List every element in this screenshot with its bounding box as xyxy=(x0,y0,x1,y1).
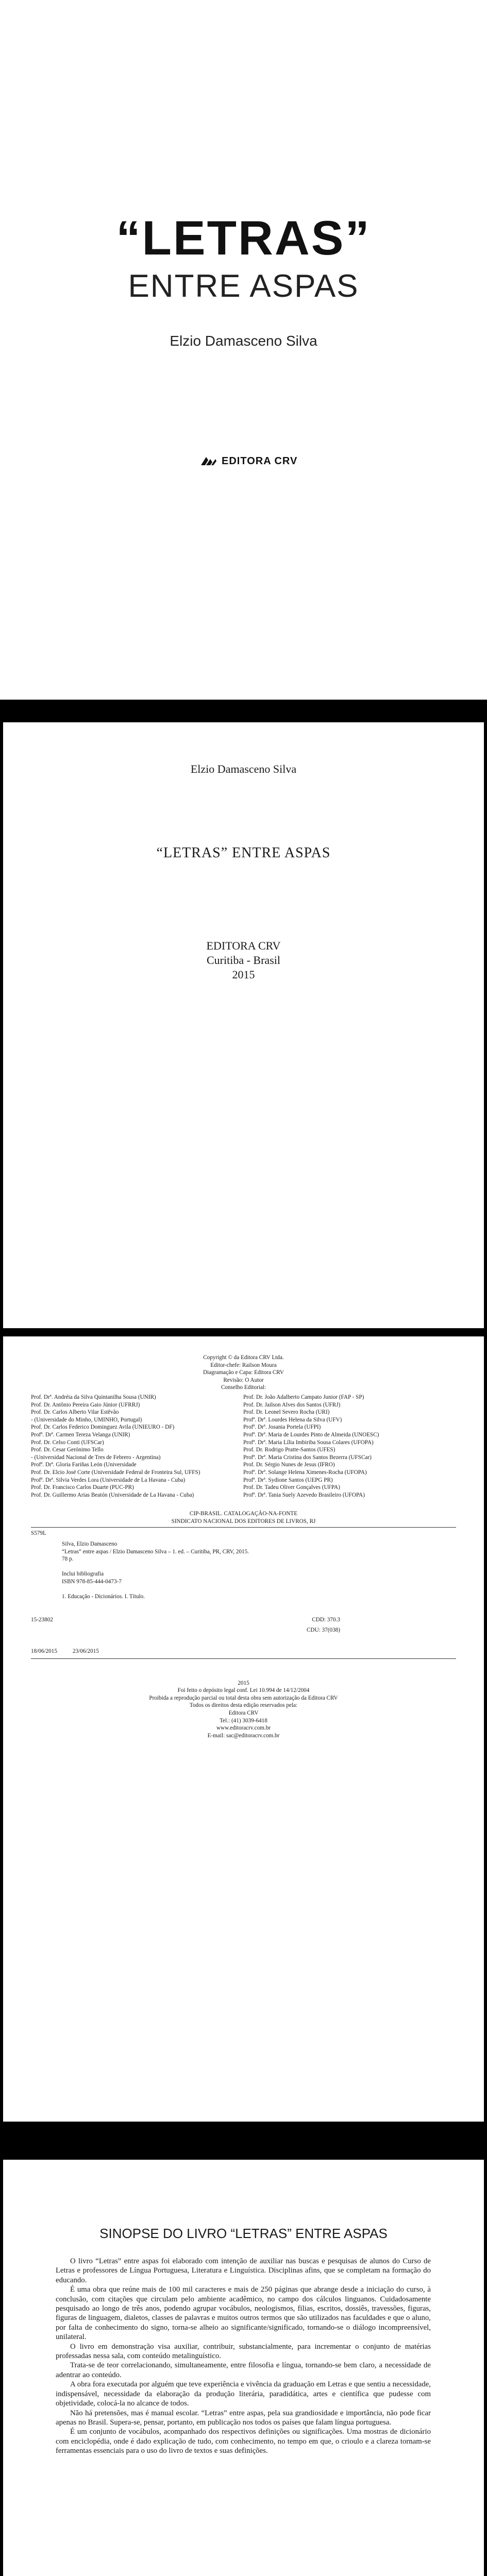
legal-line: Proibida a reprodução parcial ou total desta obra sem autorização da Editora CRV xyxy=(149,1694,338,1701)
council-member: Profª. Drª. Maria Lília Imbiriba Sousa Colares (UFOPA) xyxy=(243,1439,374,1446)
half-title-title: “LETRAS” ENTRE ASPAS xyxy=(156,845,331,861)
council-member: Prof. Dr. Sérgio Nunes de Jesus (IFRO) xyxy=(243,1462,335,1468)
cip-cdu: CDU: 37(038) xyxy=(307,1627,340,1634)
imprint-year: 2015 xyxy=(232,968,255,981)
council-member: Prof. Dr. Jailson Alves dos Santos (UFRJ) xyxy=(243,1401,341,1408)
cip-cdd: CDD: 370.3 xyxy=(312,1616,340,1623)
cip-dates xyxy=(31,1648,340,1655)
cip-date: 18/06/2015 xyxy=(31,1648,57,1654)
legal-line: Foi feito o depósito legal conf. Lei 10.994 de 14/12/2004 xyxy=(177,1687,310,1694)
page-edge-left xyxy=(0,2160,3,2576)
council-member: Prof. Dr. João Adalberto Campato Junior (FAP - SP) xyxy=(243,1394,364,1400)
council-member: Prof. Dr. Francisco Carlos Duarte (PUC-PR) xyxy=(31,1484,134,1491)
cip-line: ISBN 978-85-444-0473-7 xyxy=(62,1579,122,1585)
cip-class-row xyxy=(31,1616,340,1624)
synopsis-paragraph: Trata-se de teor correlacionando, simultaneamente, entre filosofia e língua, tornando-se bem claro, a necessidade de adentrar ao conteúdo. xyxy=(56,2361,431,2379)
publisher-logo-text: EDITORA CRV xyxy=(222,455,298,467)
page-edge-left xyxy=(0,1336,3,2122)
imprint-publisher: EDITORA CRV xyxy=(206,939,281,952)
council-member: Profª. Drª. Maria de Lourdes Pinto de Almeida (UNOESC) xyxy=(243,1431,379,1438)
cip-record xyxy=(31,1527,456,1658)
cip-line: “Letras” entre aspas / Elzio Damasceno Silva – 1. ed. – Curitiba, PR, CRV, 2015. xyxy=(62,1548,249,1555)
council-member: Prof. Dr. Guillermo Arias Beatón (Universidade de La Havana - Cuba) xyxy=(31,1492,194,1498)
council-left xyxy=(31,1394,243,1499)
imprint-city: Curitiba - Brasil xyxy=(207,954,280,967)
synopsis-paragraph: O livro “Letras” entre aspas foi elaborado com intenção de auxiliar nas buscas e pesquisas de alunos do Curso de Letras e professores de Língua Portuguesa, Literatura e Linguística. Disciplinas afins, que se completam na formação do educando. xyxy=(56,2257,431,2284)
council-member: Profª. Drª. Josania Portela (UFPI) xyxy=(243,1424,321,1431)
page-edge-right xyxy=(484,722,487,1328)
synopsis-body xyxy=(56,2257,431,2456)
half-title-imprint xyxy=(0,939,487,982)
council-member: Profª. Drª. Lourdes Helena da Silva (UFV) xyxy=(243,1416,342,1423)
cip-line xyxy=(62,1586,456,1594)
synopsis-paragraph: Não há pretensões, mas é manual escolar. “Letras” entre aspas, pela sua grandiosidade e importância, não pode ficar apenas no Brasil. Supera-se, pensar, portanto, em publicação nos todos os países que falam língua portuguesa. xyxy=(56,2409,431,2427)
council-columns xyxy=(31,1394,456,1499)
half-title-author: Elzio Damasceno Silva xyxy=(190,762,297,775)
legal-line: Todos os direitos desta edição reservados pela: xyxy=(189,1702,298,1709)
layout-credit: Diagramação e Capa: Editora CRV xyxy=(203,1369,284,1376)
council-member: Profª. Drª. Sydione Santos (UEPG PR) xyxy=(243,1477,333,1483)
legal-line: Tel.: (41) 3039-6418 xyxy=(220,1717,267,1724)
cover-author: Elzio Damasceno Silva xyxy=(170,333,317,349)
council-member: Prof. Dr. Rodrigo Pratte-Santos (UFES) xyxy=(243,1447,335,1453)
synopsis-paragraph: O livro em demonstração visa auxiliar, contribuir, substancialmente, para incrementar o conjunto de matérias professadas nessa sala, com conteúdo metalinguístico. xyxy=(56,2342,431,2361)
legal-line: E-mail: sac@editoracrv.com.br xyxy=(207,1732,280,1739)
cip-line: Inclui bibliografia xyxy=(62,1571,104,1578)
council-right xyxy=(243,1394,456,1499)
synopsis-paragraph: É uma obra que reúne mais de 100 mil caracteres e mais de 250 páginas que abrange desde a iniciação do curso, à conclusão, com citações que circulam pelo ambiente acadêmico, no campo dos cálculos linguanos. Cuidadosamente pesquisado ao longo de três anos, podendo agrupar vocábulos, neologismos, filias, escritos, dossiês, travessões, figuras, figuras de linguagem, dialetos, classes de palavras e muitos outros termos que são utilizados nas faculdades e que o aluno, por falta de conhecimento do signo, torna-se alheio ao significante/significado, tornando-se o diálogo incompreensível, unilateral. xyxy=(56,2285,431,2342)
cip-class-row xyxy=(31,1626,340,1634)
cip-number: 15-23802 xyxy=(31,1616,53,1623)
copyright-line: Copyright © da Editora CRV Ltda. xyxy=(203,1354,284,1361)
synopsis-title: SINOPSE DO LIVRO “LETRAS” ENTRE ASPAS xyxy=(99,2226,388,2241)
council-member: Prof. Drª. Andréia da Silva Quintanilha Sousa (UNIR) xyxy=(31,1394,156,1400)
page-separator xyxy=(0,2122,487,2160)
page-separator xyxy=(0,700,487,722)
cover-subtitle: ENTRE ASPAS xyxy=(128,268,359,304)
council-member: Profª. Drª. Carmen Tereza Velanga (UNIR) xyxy=(31,1431,130,1438)
council-member: Profª. Drª. Tania Suely Azevedo Brasileiro (UFOPA) xyxy=(243,1492,365,1498)
council-member: Prof. Dr. Antônio Pereira Gaio Júnior (UFRRJ) xyxy=(31,1401,140,1408)
cip-date: 23/06/2015 xyxy=(72,1648,99,1654)
page-edge-right xyxy=(484,1336,487,2122)
page-edge-left xyxy=(0,722,3,1328)
page-separator xyxy=(0,1328,487,1336)
legal-line: Editora CRV xyxy=(228,1709,259,1716)
synopsis-paragraph: É um conjunto de vocábulos, acompanhado dos respectivos definições ou significações. Uma mostras de dicionário com enciclopédia, onde é dado explicação de tudo, com conhecimento, no tempo em que, o crioulo e a clareza tornam-se ferramentas essenciais para o uso do livro de textos e suas definições. xyxy=(56,2428,431,2455)
council-member: Profª. Drª. Silvia Verdes Lora (Universidade de La Havana - Cuba) xyxy=(31,1477,186,1483)
page-edge-right xyxy=(484,2160,487,2576)
cip-header-line: CIP-BRASIL. CATALOGAÇÃO-NA-FONTE xyxy=(189,1511,298,1517)
cover-page xyxy=(0,0,487,700)
legal-line: 2015 xyxy=(238,1680,249,1686)
council-member: Prof. Dr. Carlos Alberto Vilar Estêvão xyxy=(31,1409,119,1416)
council-member: Profª. Drª. Solange Helena Ximenes-Rocha (UFOPA) xyxy=(243,1469,367,1476)
council-member: Prof. Dr. Celso Conti (UFSCar) xyxy=(31,1439,104,1446)
council-member: Prof. Dr. Leonel Severo Rocha (URI) xyxy=(243,1409,330,1416)
council-member: Prof. Dr. Carlos Federico Dominguez Avila (UNIEURO - DF) xyxy=(31,1424,175,1431)
half-title-page xyxy=(0,722,487,1328)
council-member: - (Universidad Nacional de Tres de Febrero - Argentina) xyxy=(31,1454,161,1461)
cip-header xyxy=(31,1510,456,1525)
legal-notice xyxy=(31,1680,456,1740)
cip-header-line: SINDICATO NACIONAL DOS EDITORES DE LIVROS, RJ xyxy=(171,1518,316,1524)
synopsis-paragraph: A obra fora executada por alguém que teve experiência e vivência da graduação em Letras e que sentiu a necessidade, indispensável, necessidade da elaboração da produção literária, paradidática, artes e científica que pudesse com objetividade, colocá-la no alcance de todos. xyxy=(56,2380,431,2408)
council-member: Profª. Drª. Maria Cristina dos Santos Bezerra (UFSCar) xyxy=(243,1454,372,1461)
editor-chief: Editor-chefe: Railson Moura xyxy=(210,1362,277,1368)
cip-line: 78 p. xyxy=(62,1556,74,1563)
cip-line: 1. Educação - Dicionários. I. Título. xyxy=(62,1594,145,1600)
cip-line: Silva, Elzio Damasceno xyxy=(62,1541,117,1548)
council-member: Prof. Dr. Elcio José Corte (Universidade Federal de Fronteira Sul, UFFS) xyxy=(31,1469,200,1476)
council-member: Prof. Dr. Tadeu Oliver Gonçalves (UFPA) xyxy=(243,1484,340,1491)
council-member: Prof. Dr. Cesar Gerónimo Tello xyxy=(31,1447,104,1453)
legal-line: www.editoracrv.com.br xyxy=(216,1725,271,1732)
cip-code: S579L xyxy=(31,1530,46,1537)
cip-body xyxy=(62,1540,456,1601)
cover-title: “LETRAS” xyxy=(116,211,371,265)
council-member: Profª. Drª. Gloria Fariñas León (Universidade xyxy=(31,1462,137,1468)
publisher-logo xyxy=(200,453,297,469)
cip-line xyxy=(62,1563,456,1571)
review-credit: Revisão: O Autor xyxy=(223,1377,264,1383)
crv-logo-icon xyxy=(200,455,217,467)
copyright-block xyxy=(31,1354,456,1739)
council-heading: Conselho Editorial: xyxy=(221,1384,266,1391)
council-member: - (Universidade do Minho, UMINHO, Portugal) xyxy=(31,1416,142,1423)
